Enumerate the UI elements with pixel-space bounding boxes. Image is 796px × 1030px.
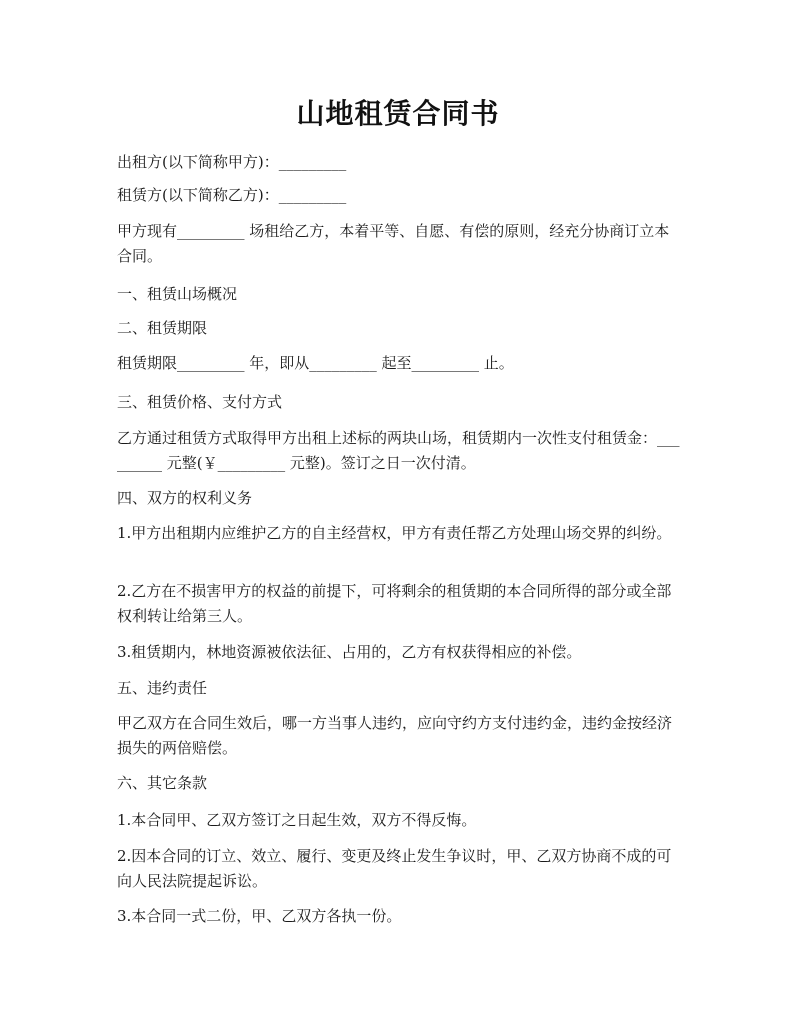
breach-paragraph: 甲乙双方在合同生效后，哪一方当事人违约，应向守约方支付违约金，违约金按经济损失的两倍赔偿。: [117, 714, 673, 757]
rights-item-1: 1.甲方出租期内应维护乙方的自主经营权，甲方有责任帮乙方处理山场交界的纠纷。: [117, 524, 672, 542]
rights-item-2: 2.乙方在不损害甲方的权益的前提下，可将剩余的租赁期的本合同所得的部分或全部权利转让给第三人。: [117, 582, 672, 625]
other-item-1: 1.本合同甲、乙双方签订之日起生效，双方不得反悔。: [117, 811, 477, 829]
lessee-line: 租赁方(以下简称乙方)：_________: [117, 186, 347, 204]
section-heading-4: 四、双方的权利义务: [117, 489, 253, 507]
section-heading-6: 六、其它条款: [117, 774, 208, 792]
lease-term-paragraph: 租赁期限_________ 年，即从_________ 起至_________ 止。: [117, 354, 514, 372]
rights-item-3: 3.租赁期内，林地资源被依法征、占用的，乙方有权获得相应的补偿。: [117, 643, 582, 661]
other-item-2: 2.因本合同的订立、效立、履行、变更及终止发生争议时，甲、乙双方协商不成的可向人民法院提起诉讼。: [117, 847, 672, 890]
payment-paragraph: 乙方通过租赁方式取得甲方出租上述标的两块山场，租赁期内一次性支付租赁金：_________ 元整(￥_________ 元整)。签订之日一次付清。: [117, 429, 680, 472]
section-heading-2: 二、租赁期限: [117, 319, 208, 337]
section-heading-3: 三、租赁价格、支付方式: [117, 393, 283, 411]
section-heading-5: 五、违约责任: [117, 679, 208, 697]
section-heading-1: 一、租赁山场概况: [117, 285, 238, 303]
document-title: 山地租赁合同书: [296, 97, 500, 130]
other-item-3: 3.本合同一式二份，甲、乙双方各执一份。: [117, 907, 402, 925]
lessor-line: 出租方(以下简称甲方)：_________: [117, 153, 347, 171]
intro-paragraph: 甲方现有_________ 场租给乙方，本着平等、自愿、有偿的原则，经充分协商订立本合同。: [117, 222, 670, 265]
